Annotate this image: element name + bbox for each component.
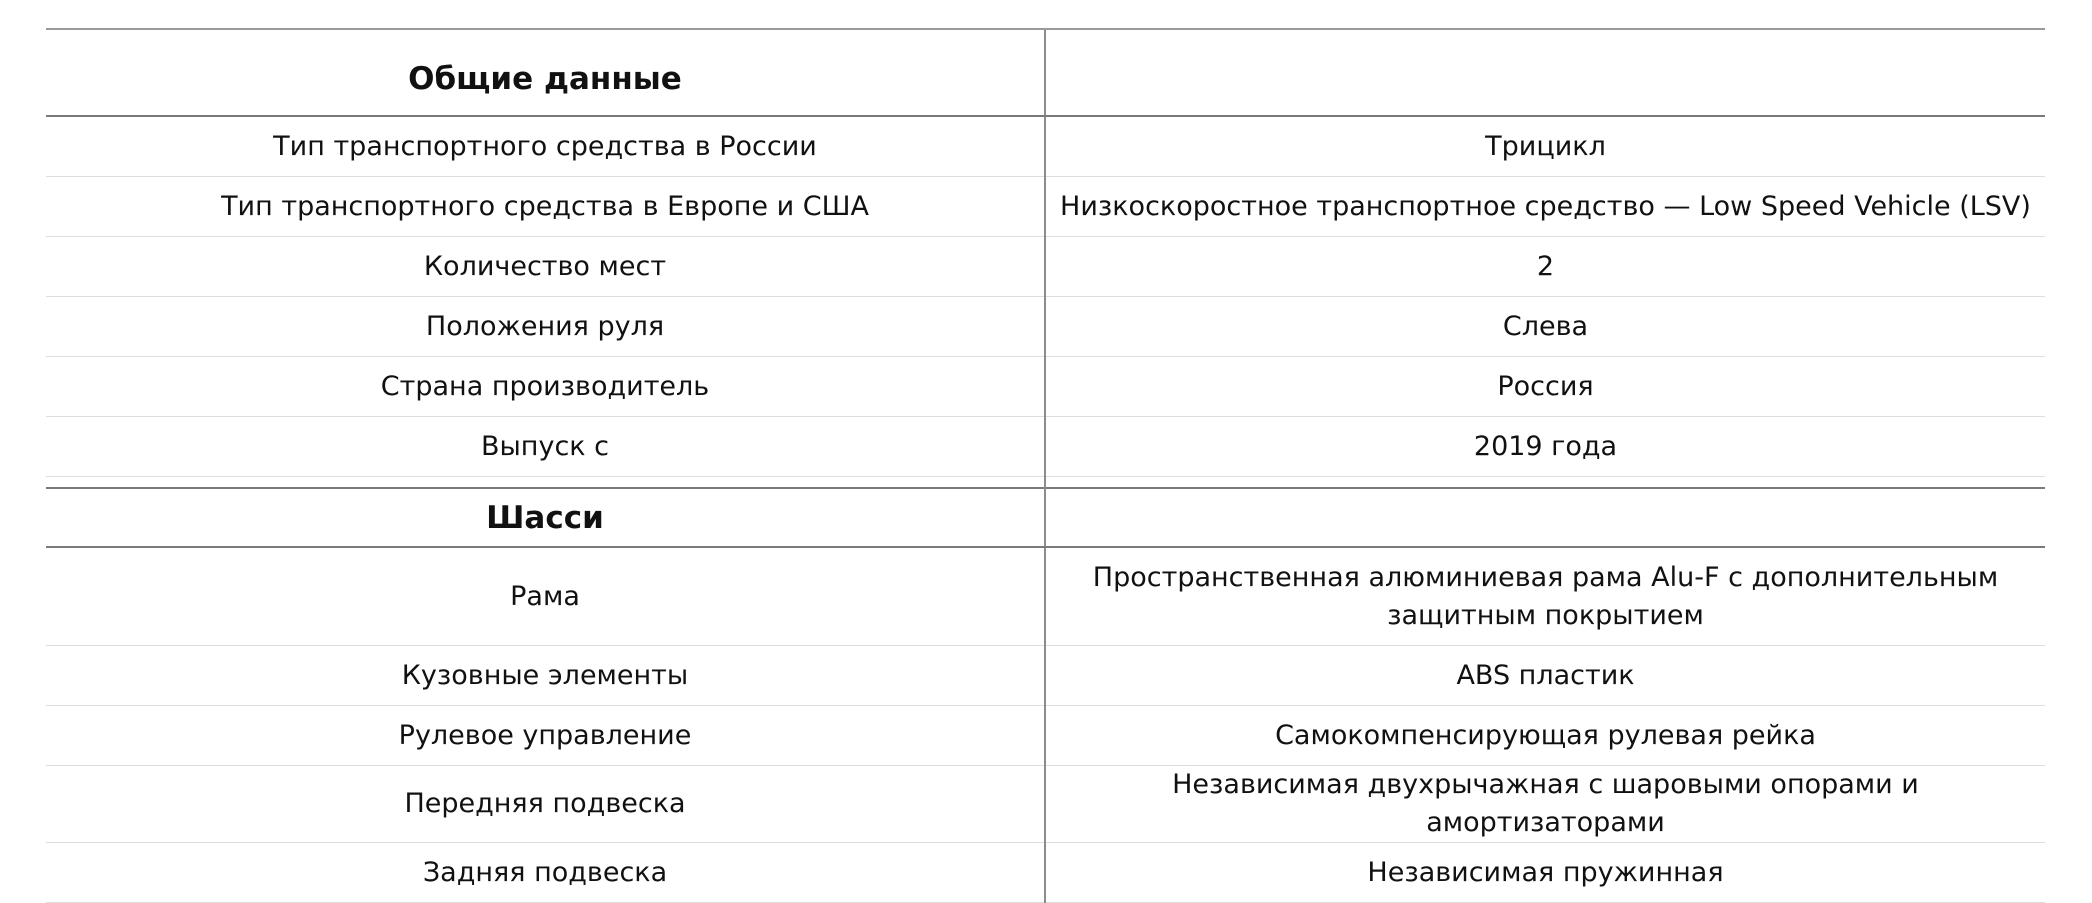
- spec-value: 2019 года: [1045, 417, 2045, 477]
- section-header-general: [46, 30, 2045, 116]
- spec-label: Кузовные элементы: [46, 646, 1045, 706]
- spec-value: Низкоскоростное транспортное средство — Low Speed Vehicle (LSV): [1045, 177, 2045, 237]
- spec-value: ABS пластик: [1045, 646, 2045, 706]
- table-row: [46, 417, 2045, 477]
- table-row: [46, 237, 2045, 297]
- spec-label: Количество мест: [46, 237, 1045, 297]
- spec-value: Независимая пружинная: [1045, 843, 2045, 903]
- section-header-chassis: [46, 488, 2045, 547]
- spec-value: Пространственная алюминиевая рама Alu-F с дополнительным защитным покрытием: [1045, 547, 2045, 646]
- spec-label: Тип транспортного средства в Европе и США: [46, 177, 1045, 237]
- table-row: [46, 297, 2045, 357]
- spec-value: Слева: [1045, 297, 2045, 357]
- spacer-cell: [46, 477, 1045, 489]
- table-row: [46, 547, 2045, 646]
- spec-label: Передняя подвеска: [46, 766, 1045, 843]
- spec-label: Тип транспортного средства в России: [46, 116, 1045, 177]
- section-title: Общие данные: [46, 30, 1045, 116]
- spec-value: Россия: [1045, 357, 2045, 417]
- spec-label: Рулевое управление: [46, 706, 1045, 766]
- table-row: [46, 706, 2045, 766]
- specifications-page: [46, 28, 2045, 903]
- spec-label: Задняя подвеска: [46, 843, 1045, 903]
- spec-value: Независимая двухрычажная с шаровыми опорами и амортизаторами: [1045, 766, 2045, 843]
- spec-label: Рама: [46, 547, 1045, 646]
- table-row: [46, 357, 2045, 417]
- spec-label: Выпуск с: [46, 417, 1045, 477]
- table-row: [46, 116, 2045, 177]
- spec-value: 2: [1045, 237, 2045, 297]
- section-title: Шасси: [46, 488, 1045, 547]
- spacer-cell: [1045, 477, 2045, 489]
- spec-value: Самокомпенсирующая рулевая рейка: [1045, 706, 2045, 766]
- spec-label: Страна производитель: [46, 357, 1045, 417]
- spec-value: Трицикл: [1045, 116, 2045, 177]
- specifications-table: [46, 30, 2045, 903]
- table-row: [46, 177, 2045, 237]
- section-header-empty-cell: [1045, 488, 2045, 547]
- table-row: [46, 766, 2045, 843]
- section-spacer: [46, 477, 2045, 489]
- section-header-empty-cell: [1045, 30, 2045, 116]
- spec-label: Положения руля: [46, 297, 1045, 357]
- table-row: [46, 646, 2045, 706]
- table-row: [46, 843, 2045, 903]
